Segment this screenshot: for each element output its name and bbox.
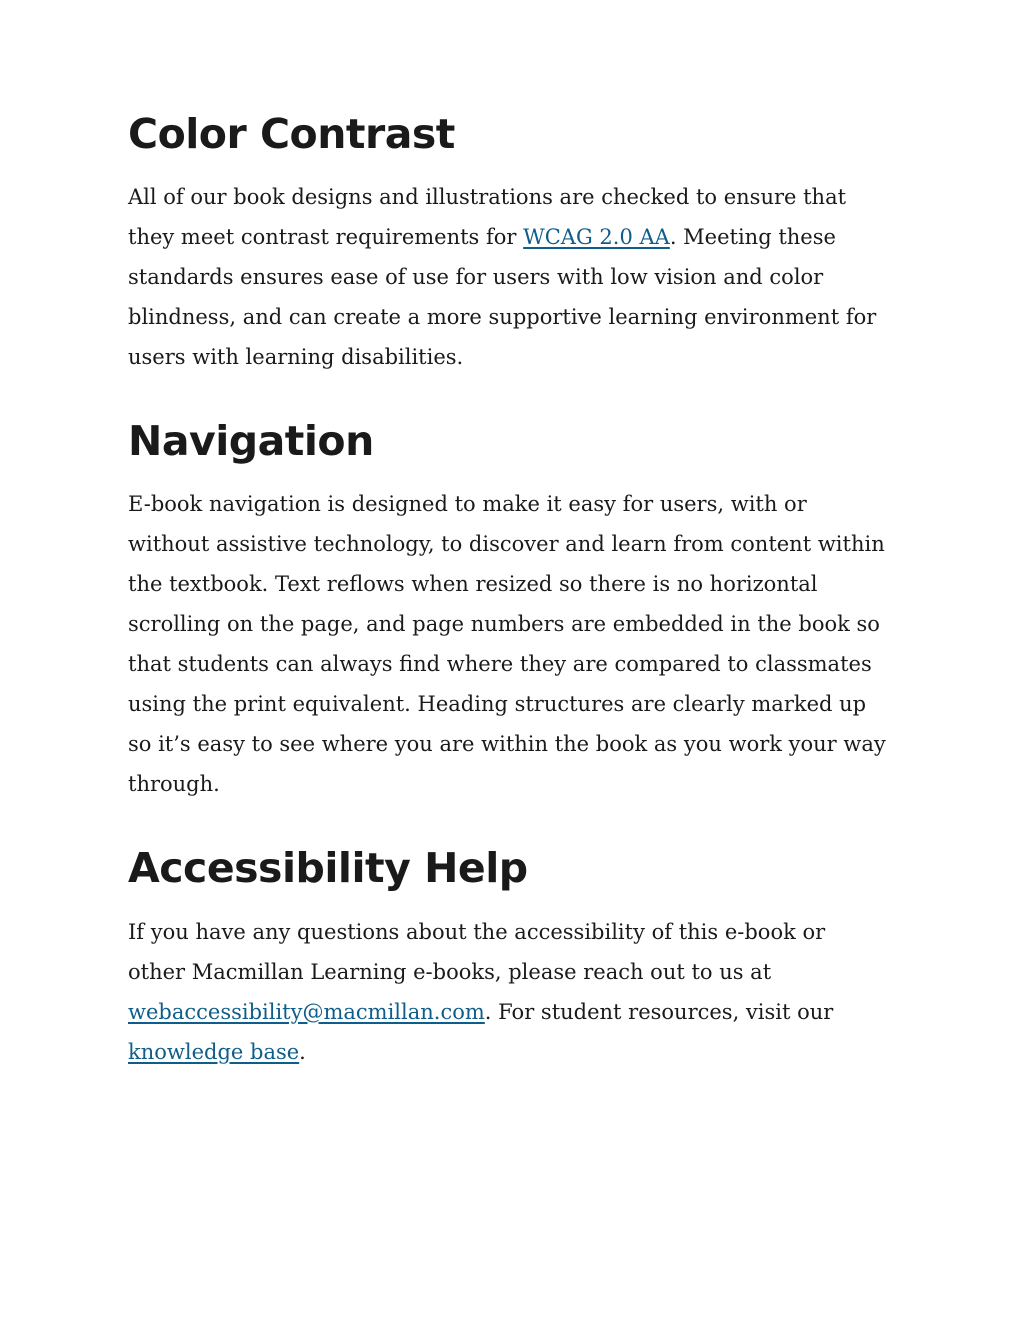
accessibility-help-section bbox=[128, 844, 888, 1071]
document-page bbox=[128, 110, 888, 1112]
wcag-link[interactable]: WCAG 2.0 AA bbox=[523, 225, 670, 250]
color-contrast-paragraph bbox=[128, 177, 888, 377]
color-contrast-section bbox=[128, 110, 888, 377]
section-heading-color-contrast: Color Contrast bbox=[128, 110, 455, 158]
paragraph-text: . For student resources, visit our bbox=[484, 999, 834, 1024]
section-heading-navigation: Navigation bbox=[128, 417, 374, 466]
section-heading-accessibility-help: Accessibility Help bbox=[128, 844, 528, 893]
knowledge-base-link[interactable]: knowledge base bbox=[128, 1039, 300, 1064]
paragraph-text: If you have any questions about the accessibility of this e-book or other Macmillan Learning e-books, please reach out to us at bbox=[128, 919, 826, 984]
accessibility-help-paragraph bbox=[128, 912, 888, 1072]
paragraph-text: . bbox=[299, 1039, 306, 1064]
email-link[interactable]: webaccessibility@macmillan.com bbox=[128, 999, 485, 1024]
paragraph-text: . Meeting these standards ensures ease of use for users with low vision and color blindness, and can create a more supportive learning environment for users with learning disabilities. bbox=[128, 225, 877, 370]
navigation-paragraph: E-book navigation is designed to make it easy for users, with or without assistive technology, to discover and learn from content within the textbook. Text reflows when resized so there is no horizontal scrolling on the page, and page numbers are embedded in the book so that students can always find where they are compared to classmates using the print equivalent. Heading structures are clearly marked up so it’s easy to see where you are within the book as you work your way through. bbox=[128, 492, 886, 797]
paragraph-text: All of our book designs and illustrations are checked to ensure that they meet contrast requirements for bbox=[128, 185, 847, 250]
navigation-section bbox=[128, 417, 888, 804]
